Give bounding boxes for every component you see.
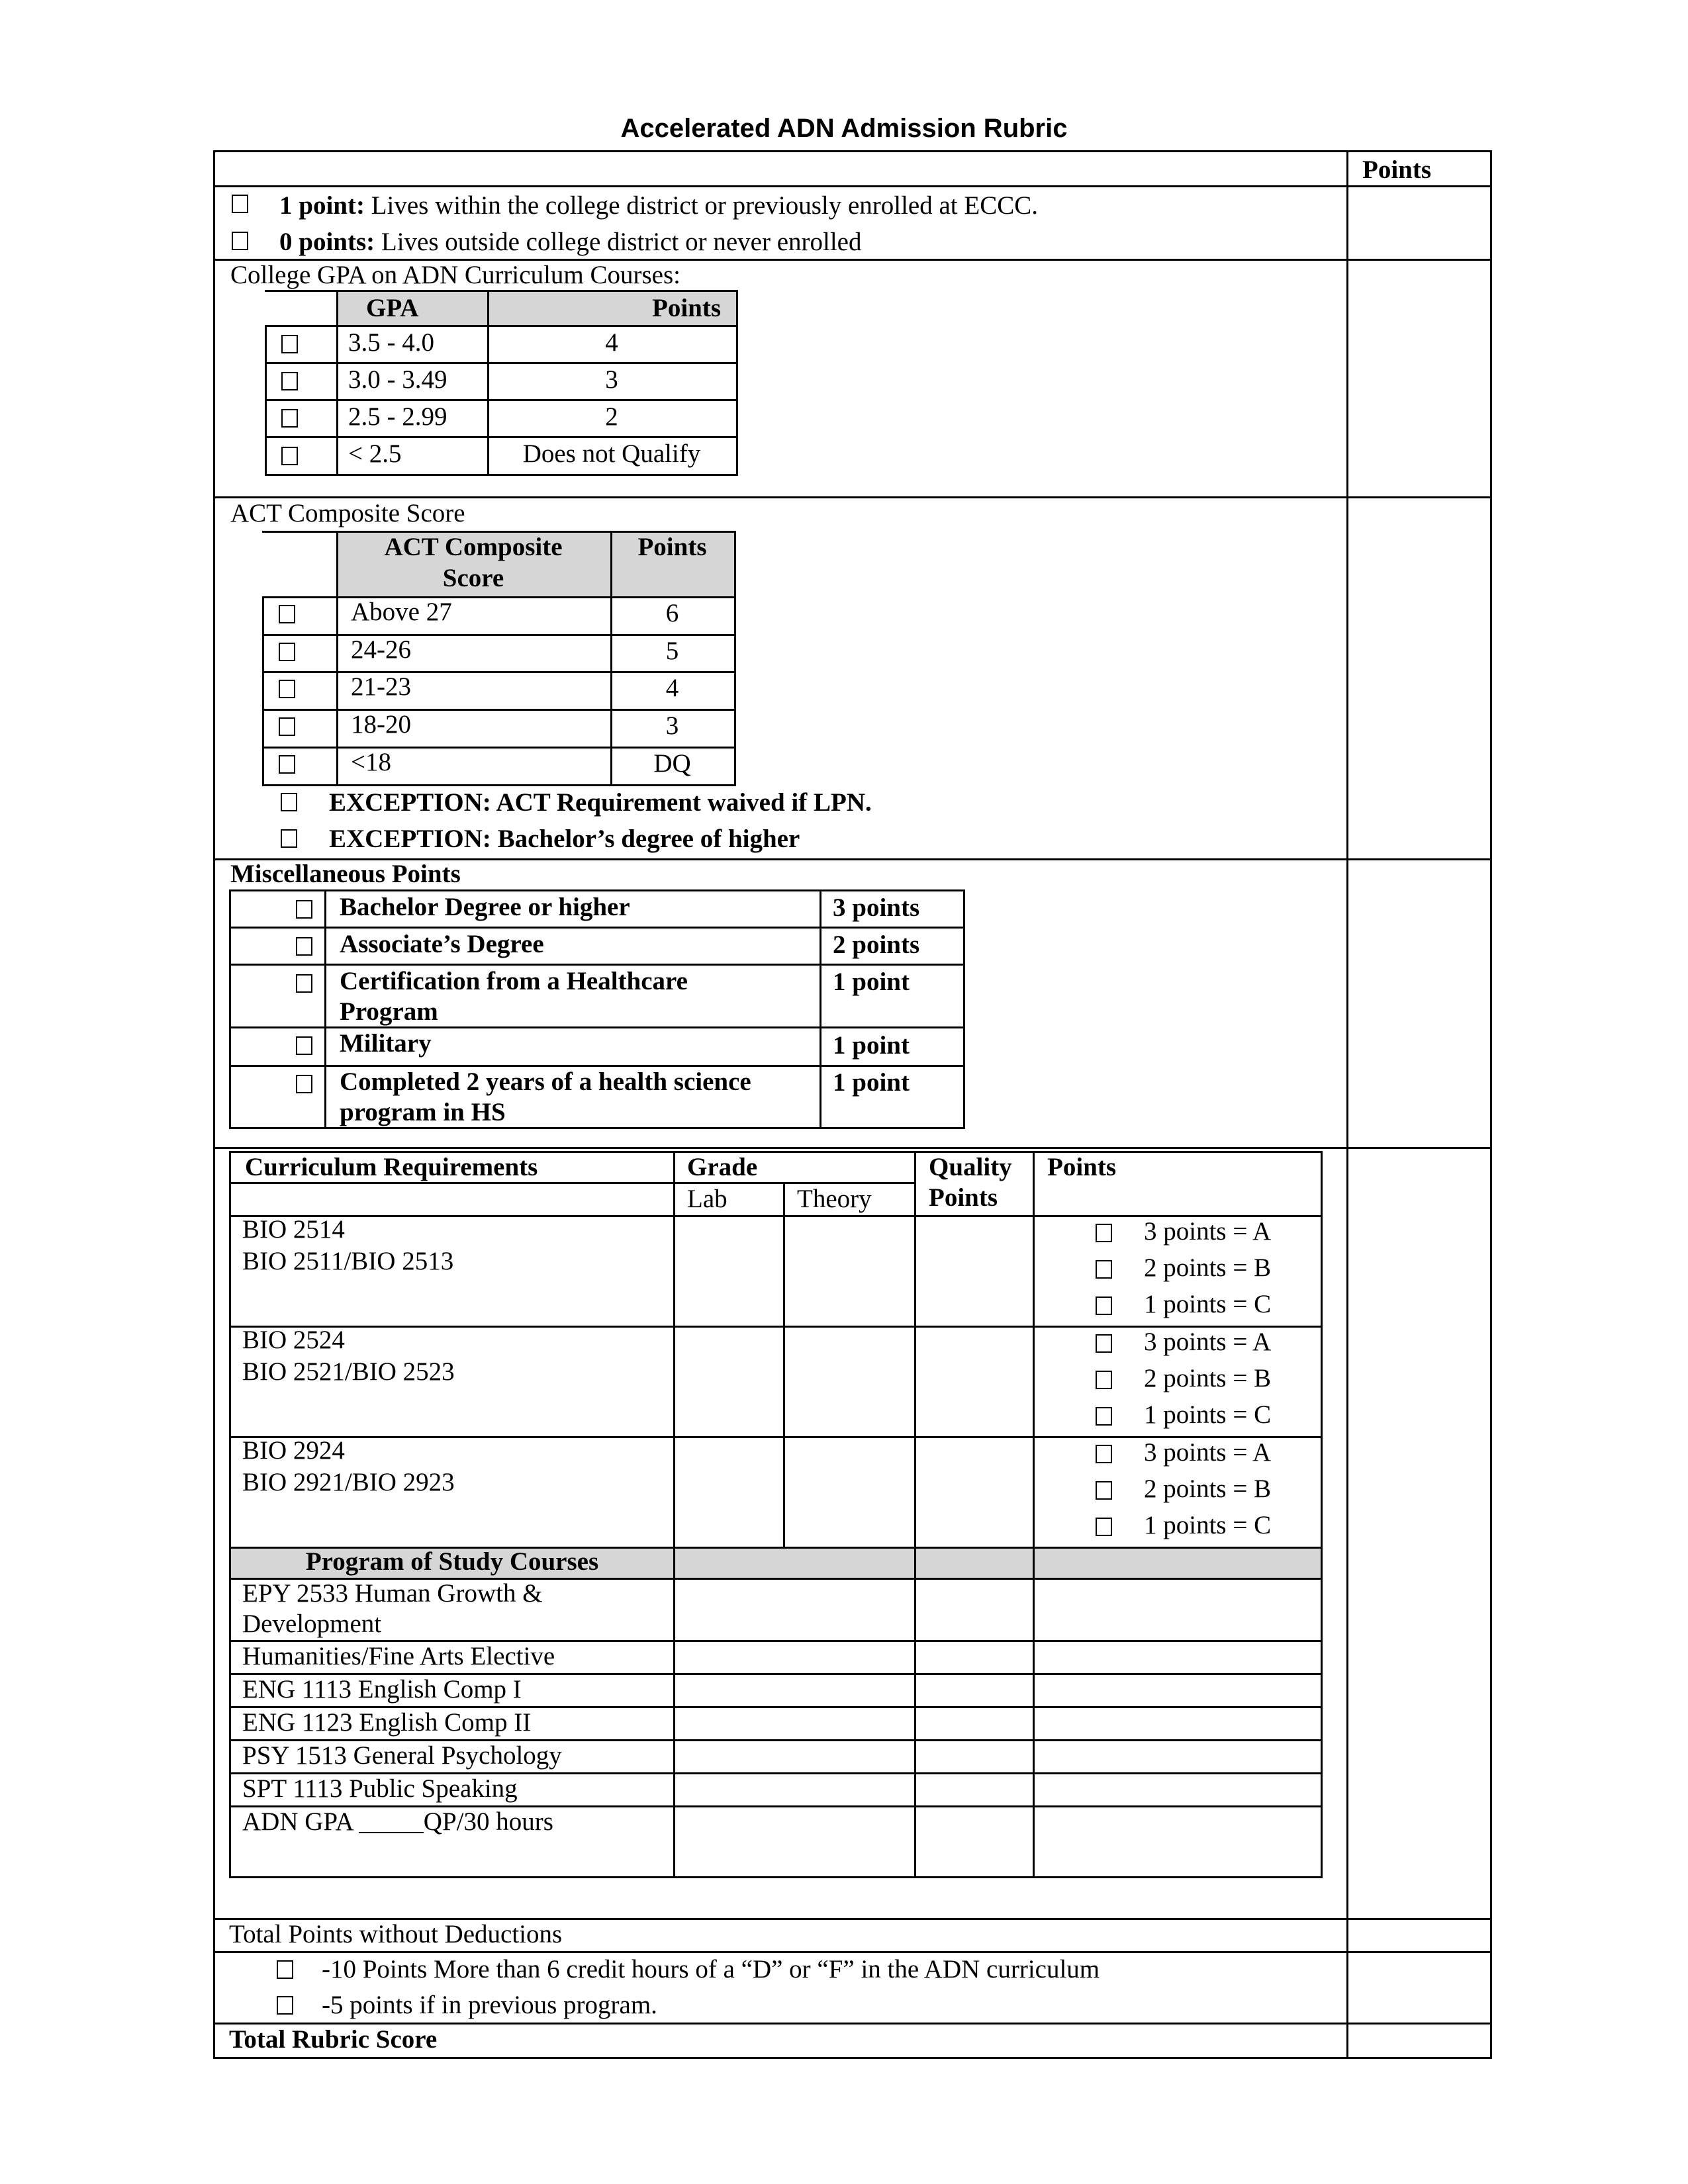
points-column-header: Points xyxy=(1362,156,1432,184)
act-table-line xyxy=(262,634,736,636)
residency-option-1: 1 point: Lives within the college district or previously enrolled at ECCC. xyxy=(279,191,1038,220)
act-points: 5 xyxy=(665,637,679,665)
gpa-range: 3.5 - 4.0 xyxy=(348,328,434,357)
act-table-line xyxy=(262,596,736,598)
misc-table-bottom xyxy=(229,1127,965,1129)
gpa-table-left xyxy=(265,325,267,476)
gpa-row-checkbox[interactable] xyxy=(281,372,298,390)
misc-table-top xyxy=(229,889,965,891)
curr-col-line xyxy=(1033,1151,1035,1878)
misc-table-col xyxy=(324,889,326,1129)
course-lab-code: BIO 2511/BIO 2513 xyxy=(242,1247,454,1275)
grade-option: 1 points = C xyxy=(1144,1290,1272,1318)
deduction-5: -5 points if in previous program. xyxy=(322,1991,657,2019)
act-range: 21-23 xyxy=(351,672,411,701)
course-lab-code: BIO 2921/BIO 2923 xyxy=(242,1468,455,1496)
act-heading: ACT Composite Score xyxy=(230,499,465,527)
act-exception-bachelor-checkbox[interactable] xyxy=(281,829,297,848)
grade-b-checkbox[interactable] xyxy=(1096,1260,1112,1279)
misc-points: 2 points xyxy=(833,931,920,959)
gpa-points: 4 xyxy=(605,328,618,357)
misc-row-checkbox[interactable] xyxy=(296,1075,312,1093)
misc-label: Bachelor Degree or higher xyxy=(340,893,630,921)
act-range: Above 27 xyxy=(351,598,452,626)
act-row-checkbox[interactable] xyxy=(279,717,295,736)
course-code: BIO 2924 xyxy=(242,1436,345,1465)
deduction-5-checkbox[interactable] xyxy=(277,1996,293,2015)
act-table-right xyxy=(734,531,736,786)
curr-table-left xyxy=(229,1151,231,1878)
act-row-checkbox[interactable] xyxy=(279,643,295,661)
total-without-deductions: Total Points without Deductions xyxy=(229,1920,563,1948)
misc-row-checkbox[interactable] xyxy=(296,900,312,919)
misc-label: Associate’s Degree xyxy=(340,930,544,958)
program-course: Humanities/Fine Arts Elective xyxy=(242,1642,555,1670)
residency-0-checkbox[interactable] xyxy=(232,232,248,250)
points-column-divider xyxy=(1346,150,1348,2059)
program-course: EPY 2533 Human Growth & xyxy=(242,1579,543,1608)
act-points: 3 xyxy=(665,711,679,740)
act-exception-lpn-checkbox[interactable] xyxy=(281,793,297,811)
grade-c-checkbox[interactable] xyxy=(1096,1518,1112,1536)
curr-col-lab: Lab xyxy=(687,1185,727,1213)
act-points: 6 xyxy=(665,599,679,627)
act-row-checkbox[interactable] xyxy=(279,605,295,623)
misc-table-col xyxy=(820,889,821,1129)
grade-c-checkbox[interactable] xyxy=(1096,1407,1112,1426)
gpa-row-checkbox[interactable] xyxy=(281,409,298,428)
grade-option: 2 points = B xyxy=(1144,1364,1272,1392)
course-code: BIO 2524 xyxy=(242,1326,345,1354)
gpa-points: 3 xyxy=(605,365,618,394)
course-lab-code: BIO 2521/BIO 2523 xyxy=(242,1357,455,1386)
curr-col-line xyxy=(673,1151,675,1878)
curr-col-points: Points xyxy=(1047,1153,1117,1181)
outer-bottom-border xyxy=(213,2057,1492,2059)
grade-option: 2 points = B xyxy=(1144,1475,1272,1503)
misc-label: Military xyxy=(340,1029,432,1058)
residency-1-checkbox[interactable] xyxy=(232,195,248,213)
gpa-heading: College GPA on ADN Curriculum Courses: xyxy=(230,261,680,289)
misc-table-line xyxy=(229,927,965,929)
grade-a-checkbox[interactable] xyxy=(1096,1445,1112,1463)
gpa-range: 3.0 - 3.49 xyxy=(348,365,447,394)
act-points-col-header: Points xyxy=(637,533,707,561)
program-course: SPT 1113 Public Speaking xyxy=(242,1774,518,1803)
gpa-row-checkbox[interactable] xyxy=(281,447,298,465)
misc-table-right xyxy=(963,889,965,1129)
outer-top-border xyxy=(213,150,1492,152)
gpa-col-header: GPA xyxy=(366,294,419,322)
gpa-range: < 2.5 xyxy=(348,439,402,468)
curr-table-right xyxy=(1321,1151,1323,1878)
grade-option: 3 points = A xyxy=(1144,1438,1272,1467)
misc-table-line xyxy=(229,964,965,966)
misc-row-checkbox[interactable] xyxy=(296,974,312,993)
gpa-points-col-header: Points xyxy=(652,294,722,322)
misc-table-left xyxy=(229,889,231,1129)
act-points: DQ xyxy=(653,749,691,778)
curr-col-requirements: Curriculum Requirements xyxy=(245,1153,538,1181)
grade-option: 2 points = B xyxy=(1144,1253,1272,1282)
total-rubric-score: Total Rubric Score xyxy=(229,2025,438,2054)
act-table-left xyxy=(262,596,264,786)
misc-heading: Miscellaneous Points xyxy=(230,860,461,888)
program-of-study-heading: Program of Study Courses xyxy=(305,1547,599,1576)
misc-points: 1 point xyxy=(833,1068,910,1097)
gpa-row-checkbox[interactable] xyxy=(281,335,298,353)
act-range: <18 xyxy=(351,748,391,776)
header-row-separator xyxy=(215,185,1490,187)
curr-col-theory: Theory xyxy=(797,1185,872,1213)
misc-row-checkbox[interactable] xyxy=(296,1036,312,1055)
act-exception-bachelor: EXCEPTION: Bachelor’s degree of higher xyxy=(329,825,800,853)
act-table-bottom xyxy=(262,784,736,786)
grade-a-checkbox[interactable] xyxy=(1096,1224,1112,1242)
act-range: 24-26 xyxy=(351,635,411,664)
grade-option: 1 points = C xyxy=(1144,1400,1272,1429)
program-course: ENG 1113 English Comp I xyxy=(242,1675,522,1704)
gpa-table-col xyxy=(336,290,338,476)
gpa-points: 2 xyxy=(605,402,618,431)
misc-label: Completed 2 years of a health science xyxy=(340,1068,751,1096)
grade-b-checkbox[interactable] xyxy=(1096,1371,1112,1389)
program-course-line2: Development xyxy=(242,1610,382,1638)
curr-col-quality: Quality xyxy=(929,1153,1012,1181)
misc-label-line2: program in HS xyxy=(340,1098,506,1126)
deduction-10: -10 Points More than 6 credit hours of a “D” or “F” in the ADN curriculum xyxy=(322,1955,1100,1983)
curr-col-line xyxy=(914,1151,916,1878)
curr-header-line xyxy=(229,1182,916,1184)
curr-table-bottom xyxy=(229,1876,1323,1878)
grade-c-checkbox[interactable] xyxy=(1096,1297,1112,1315)
page-title: Accelerated ADN Admission Rubric xyxy=(620,114,1068,143)
curr-col-grade: Grade xyxy=(687,1153,758,1181)
residency-option-0: 0 points: Lives outside college district or never enrolled xyxy=(279,228,862,256)
curr-col-quality-line2: Points xyxy=(929,1183,998,1212)
row-separator xyxy=(215,1951,1490,1953)
row-separator xyxy=(215,496,1490,498)
row-separator xyxy=(215,1147,1490,1149)
outer-left-border xyxy=(213,150,215,2059)
act-table-line xyxy=(262,747,736,749)
misc-table-line xyxy=(229,1026,965,1028)
act-range: 18-20 xyxy=(351,710,411,739)
grade-b-checkbox[interactable] xyxy=(1096,1481,1112,1500)
act-row-checkbox[interactable] xyxy=(279,680,295,698)
grade-a-checkbox[interactable] xyxy=(1096,1334,1112,1353)
act-col-header: ACT Composite xyxy=(384,533,563,561)
program-course: PSY 1513 General Psychology xyxy=(242,1741,562,1770)
act-exception-lpn: EXCEPTION: ACT Requirement waived if LPN. xyxy=(329,788,872,817)
outer-right-border xyxy=(1490,150,1492,2059)
act-points: 4 xyxy=(665,674,679,702)
gpa-points: Does not Qualify xyxy=(522,439,701,468)
misc-table-line xyxy=(229,1065,965,1067)
misc-row-checkbox[interactable] xyxy=(296,937,312,956)
program-course: ENG 1123 English Comp II xyxy=(242,1708,532,1737)
grade-option: 3 points = A xyxy=(1144,1328,1272,1356)
act-row-checkbox[interactable] xyxy=(279,755,295,774)
gpa-range: 2.5 - 2.99 xyxy=(348,402,447,431)
course-code: BIO 2514 xyxy=(242,1215,345,1244)
row-separator xyxy=(215,2023,1490,2025)
misc-points: 3 points xyxy=(833,893,920,922)
misc-points: 1 point xyxy=(833,1031,910,1060)
act-col-header-line2: Score xyxy=(442,564,504,592)
curr-col-line xyxy=(783,1182,785,1547)
adn-gpa-line: ADN GPA _____QP/30 hours xyxy=(242,1807,553,1836)
gpa-table-right xyxy=(736,290,738,476)
grade-option: 1 points = C xyxy=(1144,1511,1272,1539)
misc-points: 1 point xyxy=(833,968,910,996)
act-table-line xyxy=(262,709,736,711)
act-table-line xyxy=(262,671,736,673)
misc-label: Certification from a Healthcare xyxy=(340,967,688,995)
deduction-10-checkbox[interactable] xyxy=(277,1960,293,1979)
grade-option: 3 points = A xyxy=(1144,1217,1272,1246)
misc-label-line2: Program xyxy=(340,997,438,1026)
